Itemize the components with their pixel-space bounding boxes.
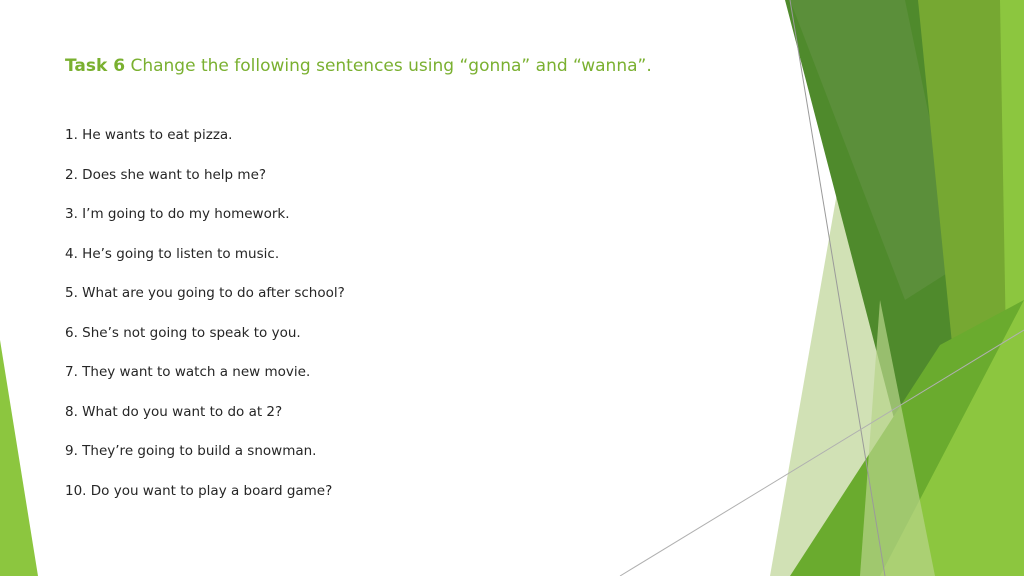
sentence-item: 4. He’s going to listen to music. (65, 245, 280, 262)
task-instruction: Change the following sentences using “gonna” and “wanna”. (130, 56, 652, 76)
task-label: Task 6 (65, 56, 126, 76)
sentence-item: 7. They want to watch a new movie. (65, 364, 311, 380)
sentence-item: 9. They’re going to build a snowman. (65, 443, 317, 459)
sentence-item: 6. She’s not going to speak to you. (65, 324, 301, 341)
sentence-item: 5. What are you going to do after school? (65, 285, 345, 301)
sentence-item: 1. He wants to eat pizza. (65, 127, 233, 143)
sentence-item: 10. Do you want to play a board game? (65, 482, 333, 499)
sentence-item: 2. Does she want to help me? (65, 166, 267, 183)
sentence-list (65, 126, 345, 521)
sentence-item: 3. I’m going to do my homework. (65, 206, 290, 222)
left-green-sliver (0, 340, 38, 576)
slide-title (65, 56, 765, 76)
sentence-item: 8. What do you want to do at 2? (65, 403, 283, 420)
